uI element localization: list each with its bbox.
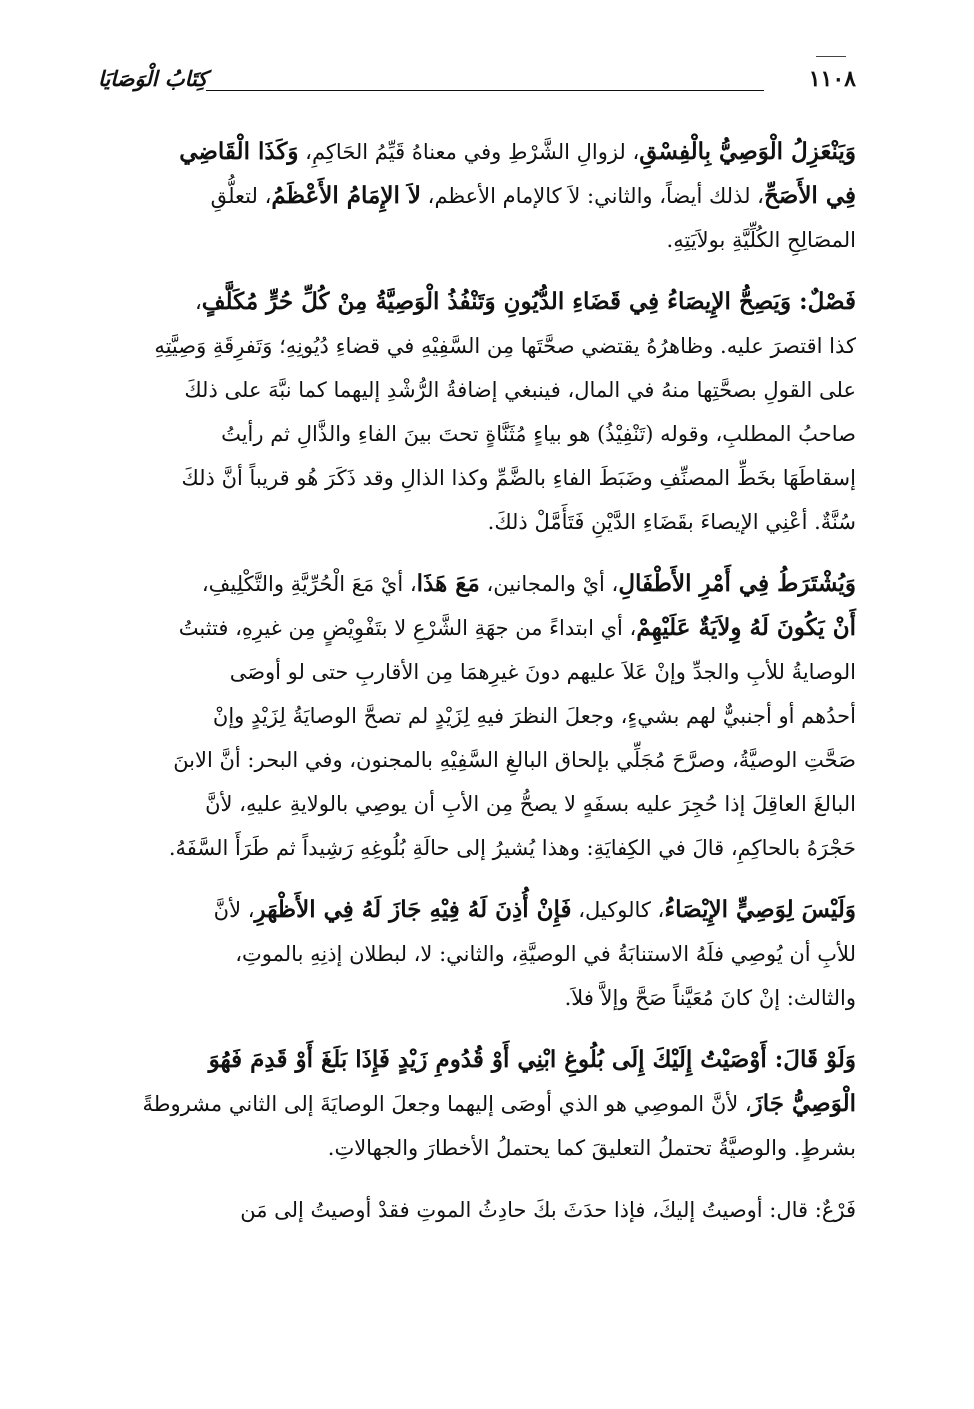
- text-line: [118, 562, 856, 606]
- matn-text: وَيَنْعَزِلُ الْوَصِيُّ بِالْفِسْقِ: [639, 138, 856, 165]
- commentary-text: ،: [194, 290, 202, 314]
- commentary-text: والثالث: إنْ كانَ مُعَيَّناً صَحَّ وإلاَّ فلاَ.: [564, 986, 856, 1010]
- matn-text: وَكَذَا الْقَاضِي: [179, 138, 299, 165]
- commentary-text: صَحَّتِ الوصيَّةُ، وصرَّحَ مُجَلِّي بإلحاق البالغِ السَّفِيْهِ بالمجنون، وفي البحر: أنَّ الابنَ: [173, 748, 856, 772]
- text-line: [118, 782, 856, 826]
- matn-text: لاَ الإِمَامُ الأَعْظَمُ: [271, 182, 421, 209]
- text-line: [118, 280, 856, 324]
- commentary-text: بشرطٍ. والوصيَّةُ تحتملُ التعليقَ كما يحتملُ الأخطارَ والجهالاتِ.: [327, 1136, 856, 1160]
- paragraph-section-debts: [118, 280, 856, 544]
- commentary-text: ، لأنَّ الموصِي هو الذي أوصَى إليهما وجعلَ الوصايَةَ إلى الثاني مشروطةً: [142, 1092, 752, 1116]
- page-number: ١١٠٨: [808, 66, 856, 92]
- commentary-text: ، لذلك أيضاً، والثاني: لاَ كالإمام الأعظم،: [420, 184, 764, 208]
- page-body: [118, 130, 856, 1250]
- paragraph-conditional: [118, 1038, 856, 1170]
- commentary-text: ، أي ابتداءً من جهَةِ الشَّرْعِ لا بتَفْوِيْضٍ مِن غيرِهِ، فتثبتُ: [178, 616, 637, 640]
- text-line: [118, 324, 856, 368]
- matn-text: الْوَصِيُّ جَازَ: [751, 1090, 856, 1117]
- commentary-text: المصَالِحِ الكُلِّيَّةِ بولاَيَتِهِ.: [666, 228, 856, 252]
- matn-text: مَعَ هَذَا: [416, 570, 480, 597]
- matn-text: فِي الأَصَحِّ: [763, 182, 856, 209]
- commentary-text: ، لأنَّ: [213, 898, 255, 922]
- text-line: [118, 1038, 856, 1082]
- commentary-text: ، لتعلُّقِ: [210, 184, 272, 208]
- text-line: [118, 456, 856, 500]
- text-line: [118, 1082, 856, 1126]
- running-header: [98, 66, 856, 100]
- paragraph-dismissal: [118, 130, 856, 262]
- text-line: [118, 932, 856, 976]
- commentary-text: ، أيْ والمجانين،: [479, 572, 619, 596]
- text-line: [118, 826, 856, 870]
- text-line: [118, 976, 856, 1020]
- header-rule: [206, 90, 764, 91]
- text-line: [118, 1126, 856, 1170]
- matn-text: فَصْلٌ: وَيَصِحُّ الإِيصَاءُ فِي قَضَاءِ الدُّيُونِ وَتَنْفُذُ الْوَصِيَّةُ مِنْ كُلِّ حُرٍّ مُكَلَّفٍ: [201, 288, 856, 315]
- commentary-text: على القولِ بصحَّتِها منهُ في المال، فينبغي إضافةُ الرُّشْدِ إليهما كما نبَّهَ على ذلكَ: [184, 378, 856, 402]
- paragraph-branch: [118, 1188, 856, 1232]
- paragraph-delegation: [118, 888, 856, 1020]
- top-mark-line: [816, 56, 846, 57]
- text-line: [118, 218, 856, 262]
- text-line: [118, 606, 856, 650]
- matn-text: وَلَوْ قَالَ: أَوْصَيْتُ إِلَيْكَ إِلَى بُلُوغِ ابْنِي أَوْ قُدُومِ زَيْدٍ فَإِذَا بَلَغَ أَوْ قَدِمَ فَهُوَ: [208, 1046, 856, 1073]
- text-line: [118, 368, 856, 412]
- commentary-text: ، لزوالِ الشَّرْطِ وفي معناهُ قَيِّمُ الحَاكِمِ،: [298, 140, 640, 164]
- text-line: [118, 412, 856, 456]
- text-line: [118, 738, 856, 782]
- matn-text: أَنْ يَكُونَ لَهُ وِلاَيَةٌ عَلَيْهِمْ: [636, 614, 856, 641]
- commentary-text: الوصايةُ للأبِ والجدِّ وإنْ عَلاَ عليهم دونَ غيرِهمَا مِن الأقاربِ حتى لو أوصَى: [229, 660, 856, 684]
- text-line: [118, 1188, 856, 1232]
- matn-text: وَيُشْتَرَطُ فِي أَمْرِ الأَطْفَالِ: [618, 570, 856, 597]
- commentary-text: فَرْعٌ: قال: أوصيتُ إليكَ، فإذا حدَثَ بكَ حادِثُ الموتِ فقدْ أوصيتُ إلى مَن: [240, 1198, 856, 1222]
- text-line: [118, 174, 856, 218]
- commentary-text: البالغَ العاقِلَ إذا حُجِرَ عليه بسفَهٍ لا يصحُّ مِن الأبِ أن يوصِي بالولايةِ عليهِ، لأنَّ: [205, 792, 856, 816]
- matn-text: فَإِنْ أُذِنَ لَهُ فِيْهِ جَازَ لَهُ فِي الأَظْهَرِ: [254, 896, 572, 923]
- text-line: [118, 130, 856, 174]
- text-line: [118, 650, 856, 694]
- commentary-text: كذا اقتصرَ عليه. وظاهرُهُ يقتضي صحَّتَها مِن السَّفِيْهِ في قضاءِ دُيُونِهِ؛ وَتَفرِقَةِ وَصِيَّتِهِ: [154, 334, 856, 358]
- commentary-text: ، أيْ مَعَ الْحُرِّيَّةِ والتَّكْلِيفِ،: [201, 572, 417, 596]
- commentary-text: ، كالوكيل،: [571, 898, 665, 922]
- text-line: [118, 694, 856, 738]
- commentary-text: للأبِ أن يُوصِي فلَهُ الاستنابَةُ في الوصيَّةِ، والثاني: لا، لبطلان إذنِهِ بالموتِ،: [235, 942, 856, 966]
- paragraph-children: [118, 562, 856, 870]
- commentary-text: إسقاطَهَا بخَطِّ المصنِّفِ وضَبَطَ الفاءِ بالضَّمِّ وكذا الذالِ وقد ذَكَرَ هُو قريباً أنَّ ذلكَ: [181, 466, 856, 490]
- commentary-text: أحدُهم أو أجنبيٌّ لهم بشيءٍ، وجعلَ النظرَ فيهِ لِزَيْدٍ لم تصحَّ الوصايَةُ لِزَيْدٍ وإنْ: [212, 704, 856, 728]
- book-title: كِتَابُ الْوَصَايَا: [98, 66, 208, 91]
- commentary-text: سُنَّةٌ. أعْنِي الإيصاءَ بقَضَاءِ الدَّيْنِ فَتَأَمَّلْ ذلكَ.: [487, 510, 856, 534]
- text-line: [118, 500, 856, 544]
- text-line: [118, 888, 856, 932]
- commentary-text: حَجْرَهُ بالحاكِمِ، قالَ في الكِفايَةِ: وهذا يُشيرُ إلى حالَةِ بُلُوغِهِ رَشِيداً ثم طَرَأَ السَّفَهُ.: [168, 836, 856, 860]
- commentary-text: صاحبُ المطلبِ، وقوله (تَنْفِيْذُ) هو بياءٍ مُثَنَّاةٍ تحتَ بينَ الفاءِ والذَّالِ ثم رأيتُ: [221, 422, 856, 446]
- matn-text: وَلَيْسَ لِوَصِيٍّ الإِيْصَاءُ: [664, 896, 856, 923]
